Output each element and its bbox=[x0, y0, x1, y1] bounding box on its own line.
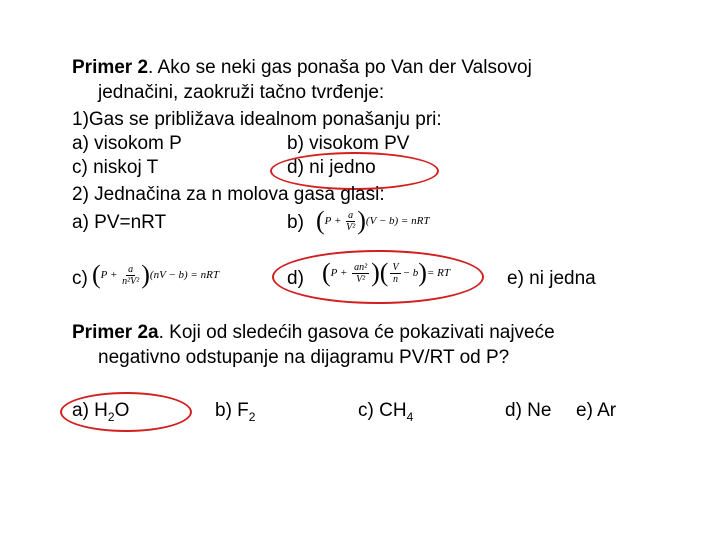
answer-circle-q2 bbox=[272, 250, 484, 304]
q2-option-b: b) bbox=[287, 212, 304, 233]
primer2a-question bbox=[72, 322, 555, 344]
q2-option-d: d) bbox=[287, 268, 304, 289]
primer2-title: Primer 2 bbox=[72, 57, 149, 78]
equation-b: (P + $\frac{a}{\text{V²}}$ )(V − b) = nRT bbox=[316, 206, 430, 235]
option-h2o: a) $H_2O$ bbox=[72, 400, 130, 424]
equation-d: (P + $\frac{\text{an²}}{\text{V²}}$ )( $\frac{V}{n}$ − b)= RT bbox=[322, 258, 450, 287]
primer2a-question-text: . Koji od sledećih gasova će pokazivati najveće bbox=[158, 322, 555, 343]
option-ne: d) Ne bbox=[505, 400, 552, 421]
option-ch4: c) $CH_4$ bbox=[358, 400, 414, 424]
question2: 2) Jednačina za n molova gasa glasi: bbox=[72, 184, 385, 205]
q1-option-d: d) ni jedno bbox=[287, 157, 376, 178]
primer2a-question-line2: negativno odstupanje na dijagramu PV/RT od P? bbox=[98, 347, 510, 368]
q2-option-a: a) PV=nRT bbox=[72, 212, 167, 233]
q2-option-c: c) bbox=[72, 268, 88, 289]
q1-option-c: c) niskoj T bbox=[72, 157, 159, 178]
equation-c: (P + $\frac{a}{\text{n²V²}}$ )(nV − b) = nRT bbox=[92, 260, 219, 289]
answer-circle-2a bbox=[60, 392, 192, 432]
primer2-intro-line2: jednačini, zaokruži tačno tvrđenje: bbox=[98, 82, 385, 103]
q2-option-e: e) ni jedna bbox=[507, 268, 596, 289]
option-f2: b) $F_2$ bbox=[215, 400, 256, 424]
primer2-intro bbox=[72, 57, 532, 79]
primer2a-title: Primer 2a bbox=[72, 322, 159, 343]
option-ar: e) Ar bbox=[576, 400, 617, 421]
q1-option-b: b) visokom PV bbox=[287, 133, 410, 154]
primer2-intro-text: . Ako se neki gas ponaša po Van der Valsovoj bbox=[148, 57, 532, 78]
question1: 1)Gas se približava idealnom ponašanju pri: bbox=[72, 109, 442, 130]
q1-option-a: a) visokom P bbox=[72, 133, 182, 154]
